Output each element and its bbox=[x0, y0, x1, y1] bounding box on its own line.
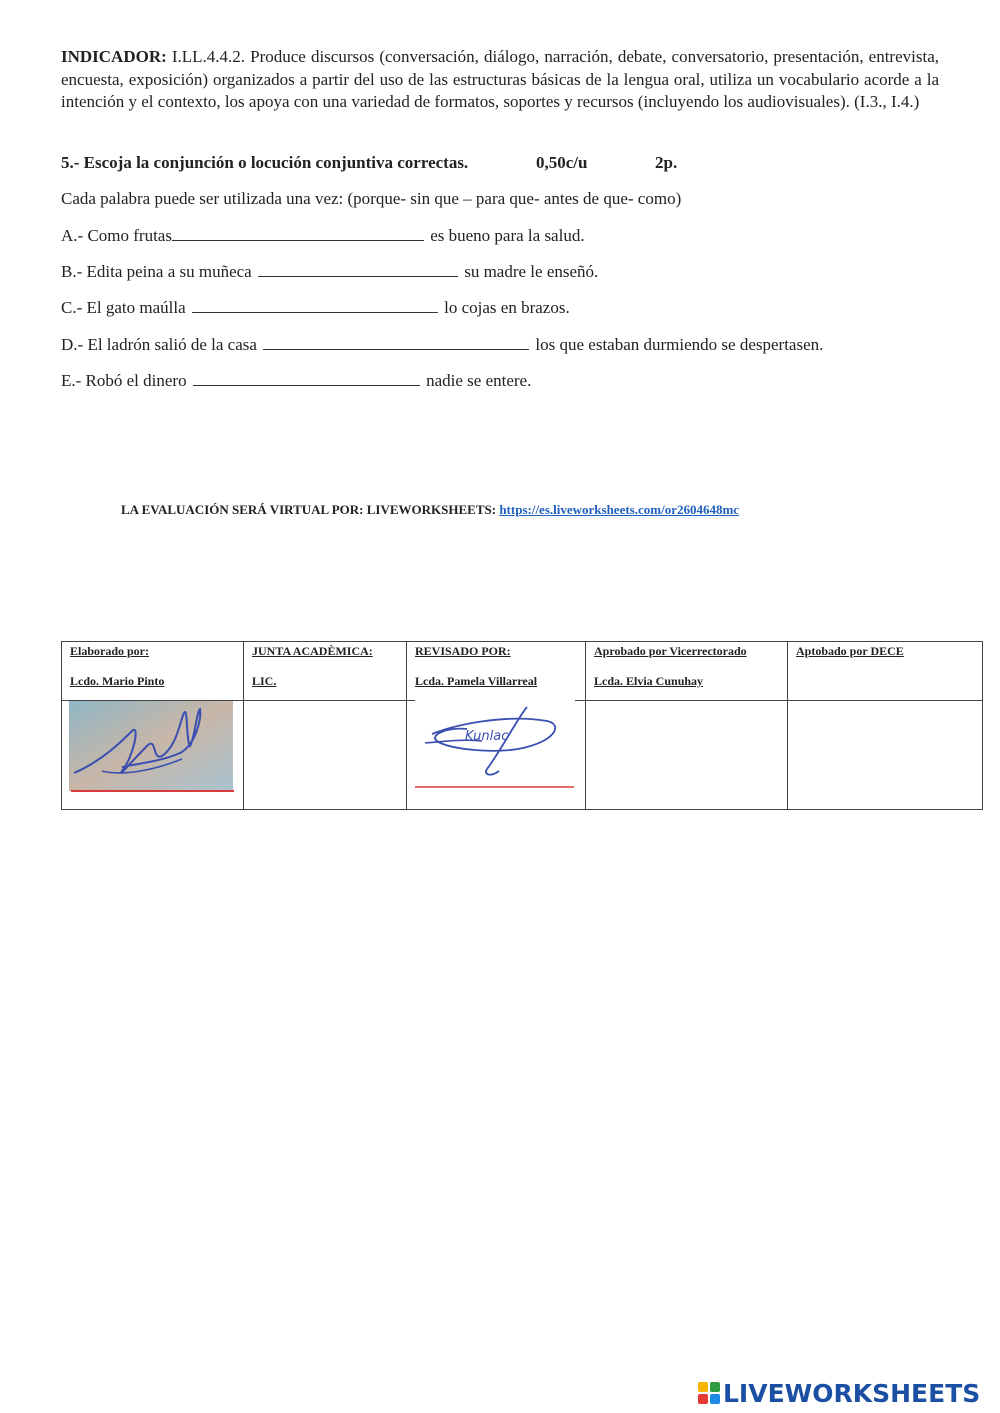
signature-pamela-villarreal-image bbox=[407, 689, 585, 793]
answer-blank-a[interactable] bbox=[172, 226, 424, 241]
stamp-text: Kunlac bbox=[465, 729, 509, 744]
logo-blocks-icon bbox=[698, 1382, 720, 1404]
signature-box-3 bbox=[407, 701, 586, 810]
answer-blank-e[interactable] bbox=[193, 371, 420, 386]
logo-wordmark: LIVEWORKSHEETS bbox=[723, 1378, 981, 1408]
signature-box-5 bbox=[788, 701, 983, 810]
indicator-label: INDICADOR: bbox=[61, 47, 167, 66]
sentence-d bbox=[61, 335, 823, 355]
sentence-text: A.- Como frutas bbox=[61, 226, 172, 245]
indicator-paragraph bbox=[61, 46, 939, 114]
sentence-text: C.- El gato maúlla bbox=[61, 298, 190, 317]
sentence-text: lo cojas en brazos. bbox=[439, 298, 570, 317]
cell-title: Aptobado por DECE bbox=[796, 644, 904, 658]
cell-title: Aprobado por Vicerrectorado bbox=[594, 644, 747, 658]
points-total: 2p. bbox=[655, 153, 678, 172]
logo-block bbox=[698, 1382, 708, 1392]
logo-block bbox=[710, 1382, 720, 1392]
evaluation-note bbox=[121, 502, 739, 518]
signature-cell-dece bbox=[788, 642, 983, 701]
cell-name: Lcda. Pamela Villarreal bbox=[415, 674, 538, 688]
sentence-c bbox=[61, 298, 570, 318]
sentence-e bbox=[61, 371, 531, 391]
cell-title: Elaborado por: bbox=[70, 644, 150, 658]
sentence-text: E.- Robó el dinero bbox=[61, 371, 191, 390]
points-each: 0,50c/u bbox=[536, 153, 588, 172]
cell-title: REVISADO POR: bbox=[415, 644, 511, 658]
cell-name: LIC. bbox=[252, 674, 277, 688]
logo-block bbox=[698, 1394, 708, 1404]
indicator-text: I.LL.4.4.2. Produce discursos (conversación, diálogo, narración, debate, conversatorio, presentación, entrevista, encuesta, exposición) organizados a partir del uso de las estructuras básicas de la lengua oral, utiliza un vocabulario acorde a la intención y el contexto, los apoya con una variedad de formatos, soportes y recursos (incluyendo los audiovisuales). (I.3., I.4.) bbox=[61, 47, 939, 111]
logo-block bbox=[710, 1394, 720, 1404]
question-text: 5.- Escoja la conjunción o locución conjuntiva correctas. bbox=[61, 153, 469, 172]
signature-box-1 bbox=[62, 701, 244, 810]
sentence-text: los que estaban durmiendo se despertasen. bbox=[531, 335, 824, 354]
sentence-text: B.- Edita peina a su muñeca bbox=[61, 262, 256, 281]
cell-title: JUNTA ACADÈMICA: bbox=[252, 644, 373, 658]
sentence-a bbox=[61, 226, 585, 246]
answer-blank-d[interactable] bbox=[263, 335, 529, 350]
sentence-b bbox=[61, 262, 598, 282]
signature-box-2 bbox=[244, 701, 407, 810]
answer-blank-c[interactable] bbox=[192, 298, 438, 313]
signature-box-4 bbox=[586, 701, 788, 810]
answer-blank-b[interactable] bbox=[258, 262, 458, 277]
signature-cell-vicerrectorado bbox=[586, 642, 788, 701]
cell-name: Lcdo. Mario Pinto bbox=[70, 674, 165, 688]
signature-table bbox=[61, 641, 983, 810]
signature-cell-elaborado bbox=[62, 642, 244, 701]
signature-cell-junta bbox=[244, 642, 407, 701]
instructions: Cada palabra puede ser utilizada una vez: (porque- sin que – para que- antes de que- como) bbox=[61, 189, 682, 208]
evaluation-text: LA EVALUACIÓN SERÁ VIRTUAL POR: LIVEWORKSHEETS: bbox=[121, 502, 500, 517]
sentence-text: nadie se entere. bbox=[421, 371, 532, 390]
cell-name: Lcda. Elvia Cunuhay bbox=[594, 674, 704, 688]
liveworksheets-link[interactable]: https://es.liveworksheets.com/or2604648mc bbox=[499, 502, 740, 517]
liveworksheets-logo bbox=[698, 1376, 980, 1410]
sentence-text: D.- El ladrón salió de la casa bbox=[61, 335, 262, 354]
signature-mario-pinto-image bbox=[62, 701, 243, 805]
question-title bbox=[61, 153, 678, 173]
sentence-text: su madre le enseñó. bbox=[459, 262, 599, 281]
sentence-text: es bueno para la salud. bbox=[425, 226, 585, 245]
